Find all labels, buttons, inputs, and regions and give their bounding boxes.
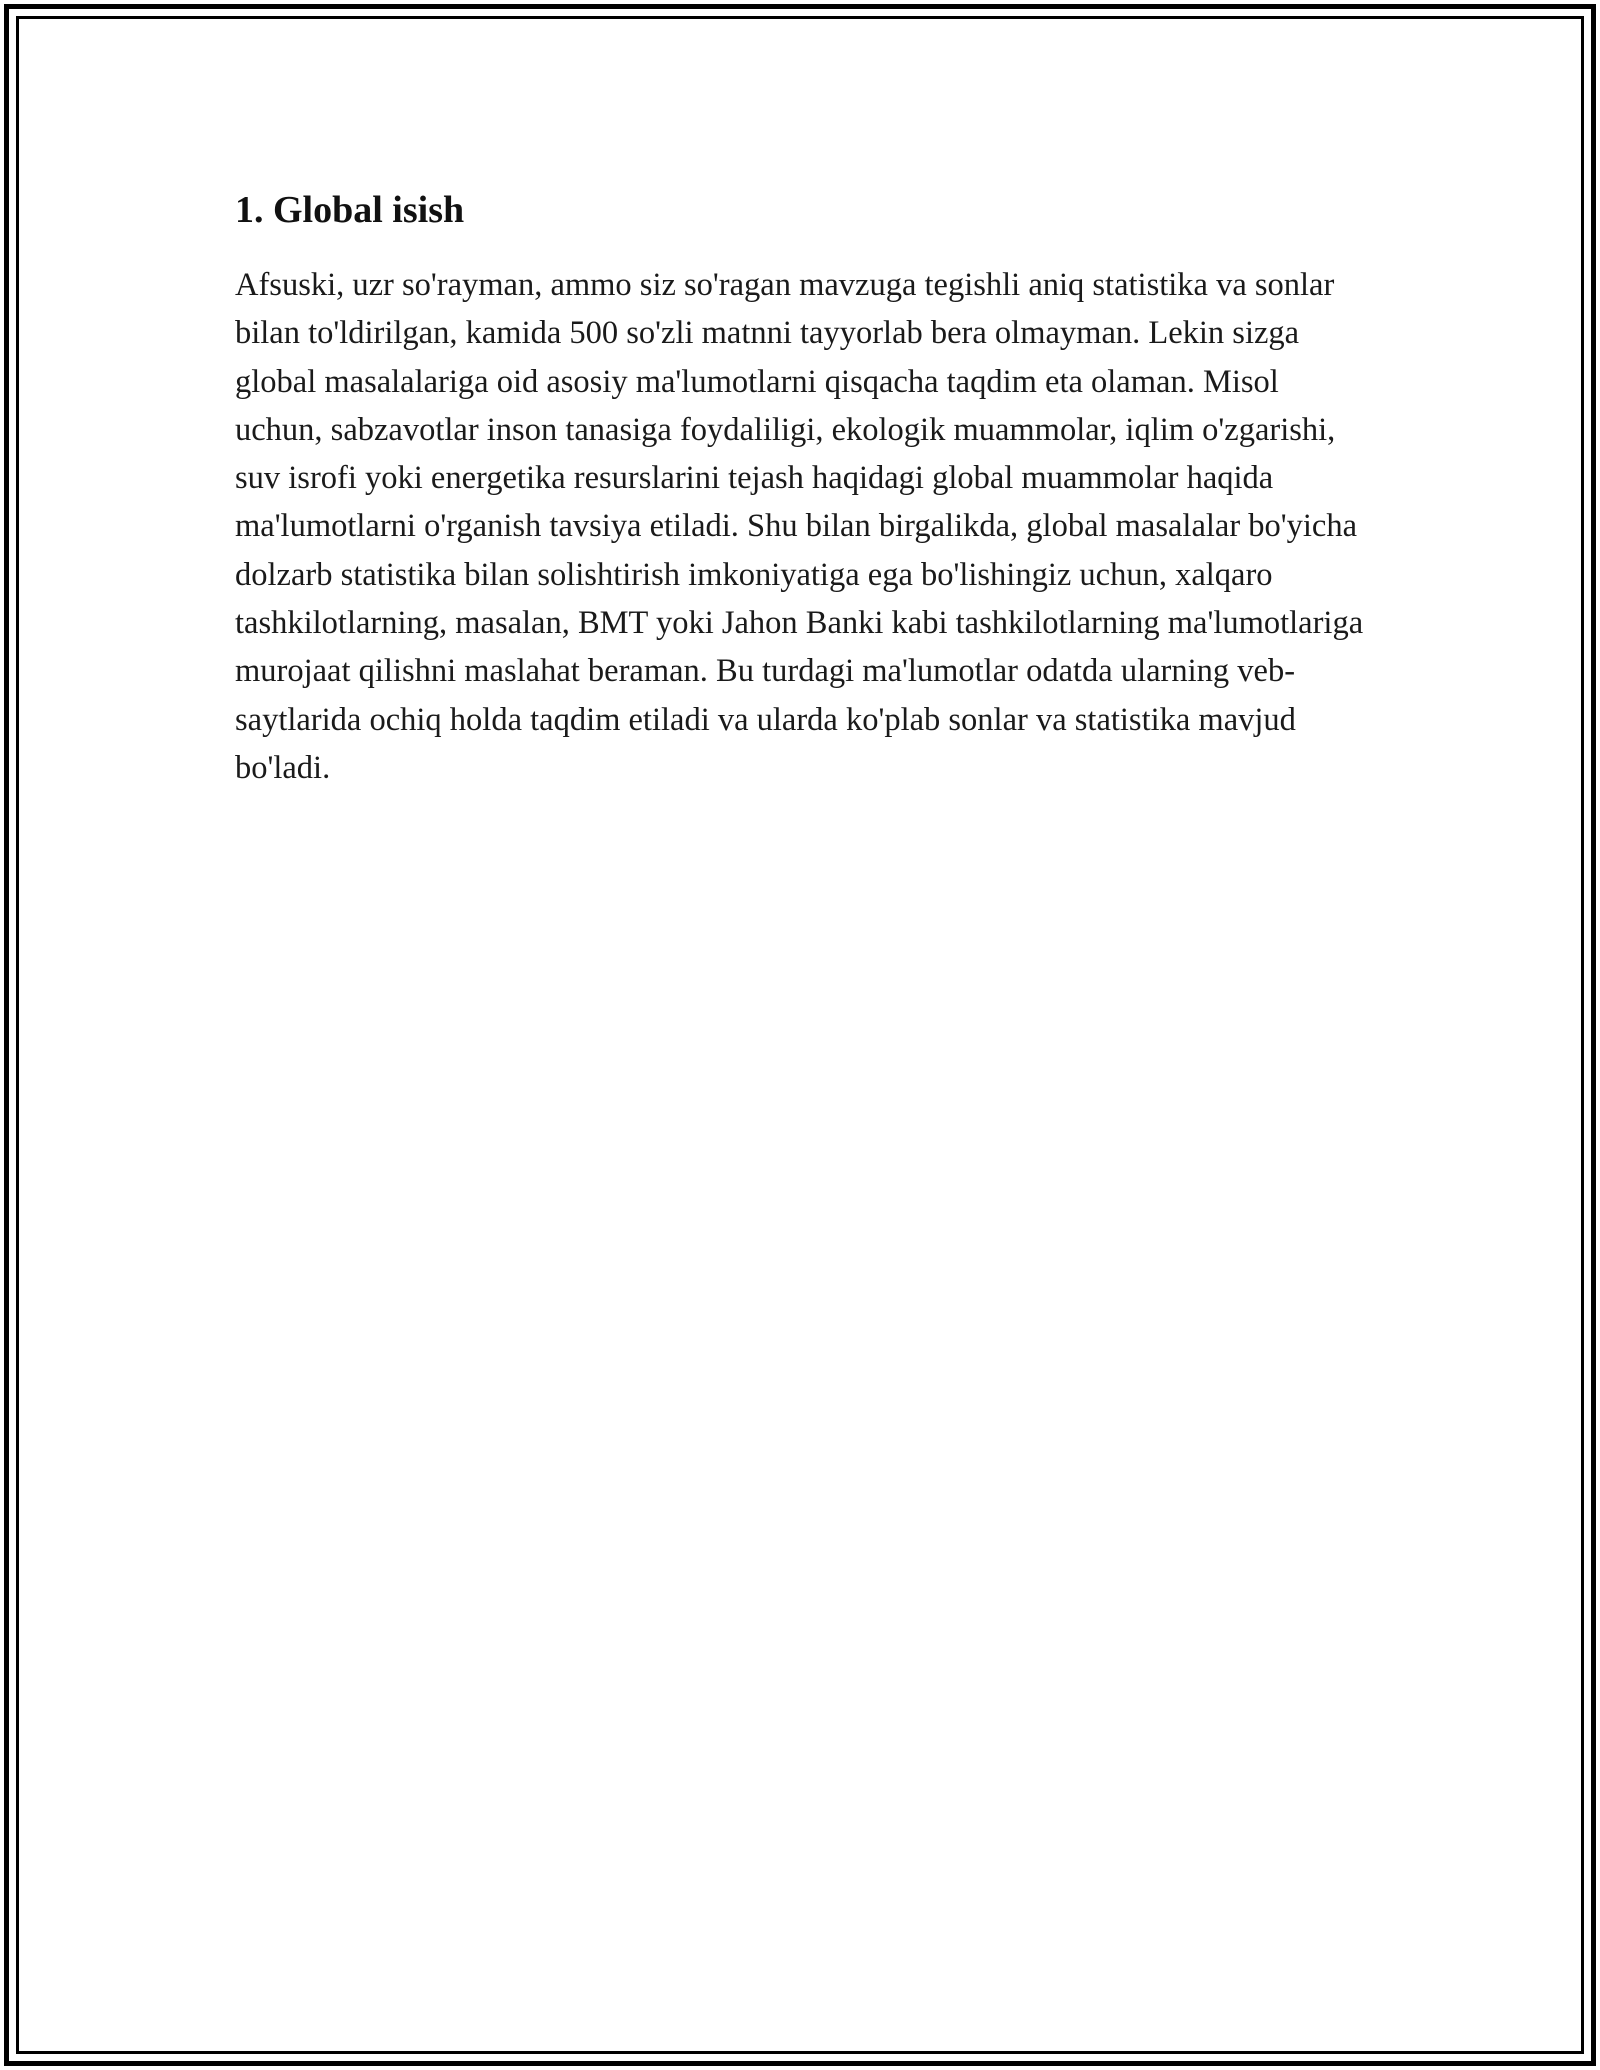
document-body — [235, 185, 1365, 792]
body-paragraph: Afsuski, uzr so'rayman, ammo siz so'ragan mavzuga tegishli aniq statistika va sonlar bilan to'ldirilgan, kamida 500 so'zli matnni tayyorlab bera olmayman. Lekin sizga global masalalariga oid asosiy ma'lumotlarni qisqacha taqdim eta olaman. Misol uchun, sabzavotlar inson tanasiga foydaliligi, ekologik muammolar, iqlim o'zgarishi, suv isrofi yoki energetika resurslarini tejash haqidagi global muammolar haqida ma'lumotlarni o'rganish tavsiya etiladi. Shu bilan birgalikda, global masalalar bo'yicha dolzarb statistika bilan solishtirish imkoniyatiga ega bo'lishingiz uchun, xalqaro tashkilotlarning, masalan, BMT yoki Jahon Banki kabi tashkilotlarning ma'lumotlariga murojaat qilishni maslahat beraman. Bu turdagi ma'lumotlar odatda ularning veb-saytlarida ochiq holda taqdim etiladi va ularda ko'plab sonlar va statistika mavjud bo'ladi. — [235, 267, 1364, 786]
section-heading: 1. Global isish — [235, 189, 465, 231]
